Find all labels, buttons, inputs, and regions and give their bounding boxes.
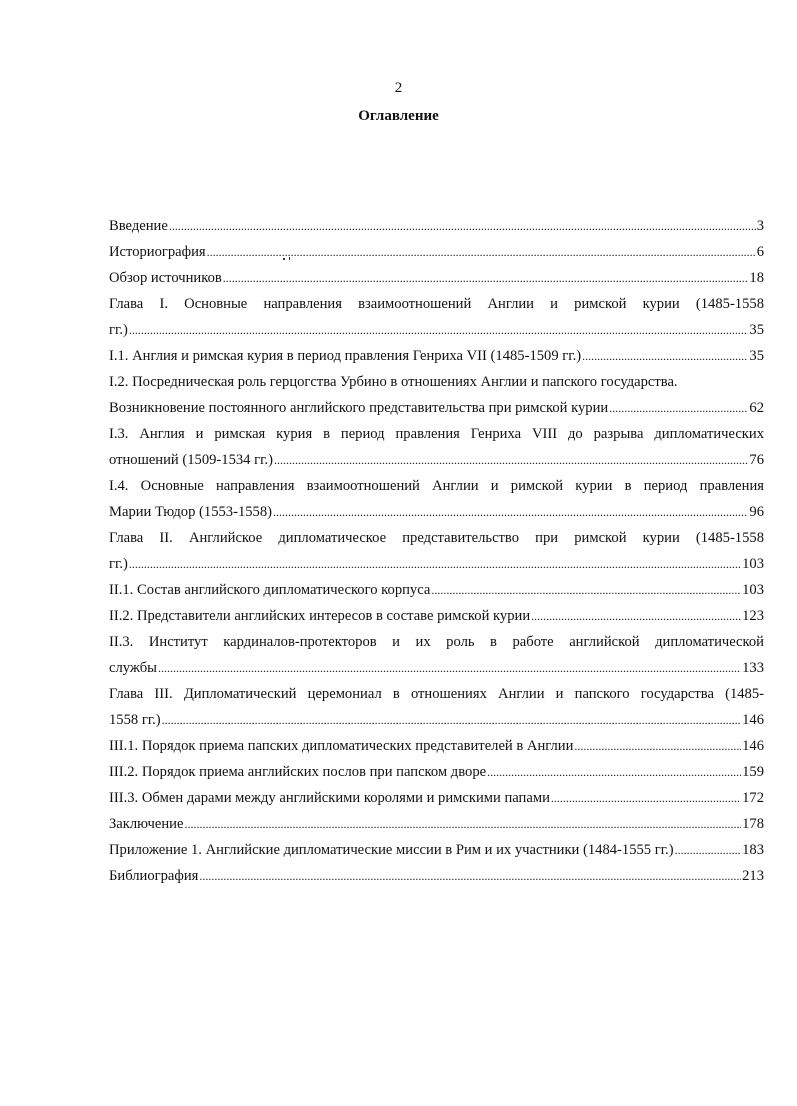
- toc-entry-title: II.1. Состав английского дипломатического корпуса: [109, 582, 431, 598]
- toc-leader: [199, 863, 741, 889]
- toc-entry-first-line: I.2. Посредническая роль герцогства Урбино в отношениях Англии и папского государства.: [109, 374, 678, 390]
- toc-entry: [109, 395, 764, 421]
- toc-entry-page: 178: [742, 816, 764, 832]
- page-title: Оглавление: [358, 108, 439, 124]
- toc-entry: [109, 863, 764, 889]
- toc-entry-page: 146: [742, 712, 764, 728]
- toc-leader: [609, 395, 748, 421]
- toc-entry: [109, 811, 764, 837]
- toc-entry-title: Обзор источников: [109, 270, 222, 286]
- toc-entry-page: 103: [742, 582, 764, 598]
- toc-entry-page: 183: [742, 842, 764, 858]
- toc-leader: [162, 707, 741, 733]
- toc-leader: [184, 811, 741, 837]
- toc-leader: [207, 239, 756, 265]
- toc-entry: [109, 655, 764, 681]
- toc-leader: [574, 733, 741, 759]
- toc-entry-title: Марии Тюдор (1553-1558): [109, 504, 272, 520]
- toc-entry-title: III.3. Обмен дарами между английскими королями и римскими папами: [109, 790, 550, 806]
- toc-leader: [223, 265, 749, 291]
- toc-entry-title: III.2. Порядок приема английских послов при папском дворе: [109, 764, 487, 780]
- toc-entry-first-line: I.4. Основные направления взаимоотношений Англии и римской курии в период правления: [109, 478, 764, 494]
- toc-entry-title: Возникновение постоянного английского представительства при римской курии: [109, 400, 609, 416]
- toc-entry-page: 103: [742, 556, 764, 572]
- toc-entry-page: 35: [749, 322, 764, 338]
- toc-entry: [109, 707, 764, 733]
- toc-entry-title: Заключение: [109, 816, 184, 832]
- toc-entry: [109, 551, 764, 577]
- toc-leader: [551, 785, 741, 811]
- toc-entry-first-line: II.3. Институт кардиналов-протекторов и их роль в работе английской дипломатической: [109, 634, 764, 650]
- toc-entry-page: 213: [742, 868, 764, 884]
- toc-leader: [273, 499, 748, 525]
- page-number: 2: [394, 80, 403, 96]
- toc-entry-page: 3: [756, 218, 764, 234]
- toc-entry-first-line: Глава III. Дипломатический церемониал в отношениях Англии и папского государства (1485-: [109, 686, 764, 702]
- toc-entry-title: службы: [109, 660, 157, 676]
- toc-entry: [109, 759, 764, 785]
- toc-entry-page: 35: [749, 348, 764, 364]
- toc-entry-first-line: Глава I. Основные направления взаимоотношений Англии и римской курии (1485-1558: [109, 296, 764, 312]
- toc-entry-title: гг.): [109, 556, 128, 572]
- toc-entry-title: гг.): [109, 322, 128, 338]
- toc-entry: [109, 577, 764, 603]
- toc-leader: [487, 759, 741, 785]
- toc-entry: [109, 447, 764, 473]
- toc-entry-title: Историография: [109, 244, 206, 260]
- table-of-contents: [109, 213, 764, 889]
- toc-entry: [109, 785, 764, 811]
- toc-entry: [109, 343, 764, 369]
- toc-entry-page: 96: [749, 504, 764, 520]
- toc-entry-title: Введение: [109, 218, 168, 234]
- toc-leader: [531, 603, 741, 629]
- toc-leader: [582, 343, 748, 369]
- toc-entry-title: I.1. Англия и римская курия в период правления Генриха VII (1485-1509 гг.): [109, 348, 582, 364]
- toc-entry: [109, 239, 764, 265]
- toc-entry: [109, 213, 764, 239]
- toc-leader: [158, 655, 741, 681]
- toc-entry-title: Библиография: [109, 868, 199, 884]
- toc-entry-first-line: I.3. Англия и римская курия в период правления Генриха VIII до разрыва дипломатических: [109, 426, 764, 442]
- toc-entry-page: 172: [742, 790, 764, 806]
- toc-leader: [274, 447, 748, 473]
- toc-entry: [109, 265, 764, 291]
- toc-leader: [129, 551, 741, 577]
- toc-entry-page: 76: [749, 452, 764, 468]
- toc-entry: [109, 317, 764, 343]
- toc-entry-page: 62: [749, 400, 764, 416]
- toc-entry-page: 146: [742, 738, 764, 754]
- toc-leader: [169, 213, 756, 239]
- toc-entry-title: II.2. Представители английских интересов в составе римской курии: [109, 608, 531, 624]
- toc-entry-title: III.1. Порядок приема папских дипломатических представителей в Англии: [109, 738, 574, 754]
- toc-entry-first-line: Глава II. Английское дипломатическое представительство при римской курии (1485-1558: [109, 530, 764, 546]
- toc-entry-title: отношений (1509-1534 гг.): [109, 452, 273, 468]
- toc-entry-page: 159: [742, 764, 764, 780]
- toc-entry-page: 18: [749, 270, 764, 286]
- toc-entry-title: 1558 гг.): [109, 712, 161, 728]
- toc-entry-page: 123: [742, 608, 764, 624]
- toc-leader: [431, 577, 741, 603]
- toc-entry-page: 6: [756, 244, 764, 260]
- toc-entry: [109, 733, 764, 759]
- toc-entry: [109, 499, 764, 525]
- toc-leader: [675, 837, 742, 863]
- toc-leader: [129, 317, 749, 343]
- toc-entry: [109, 837, 764, 863]
- toc-entry-page: 133: [742, 660, 764, 676]
- toc-entry-title: Приложение 1. Английские дипломатические миссии в Рим и их участники (1484-1555 гг.): [109, 842, 674, 858]
- toc-entry: [109, 603, 764, 629]
